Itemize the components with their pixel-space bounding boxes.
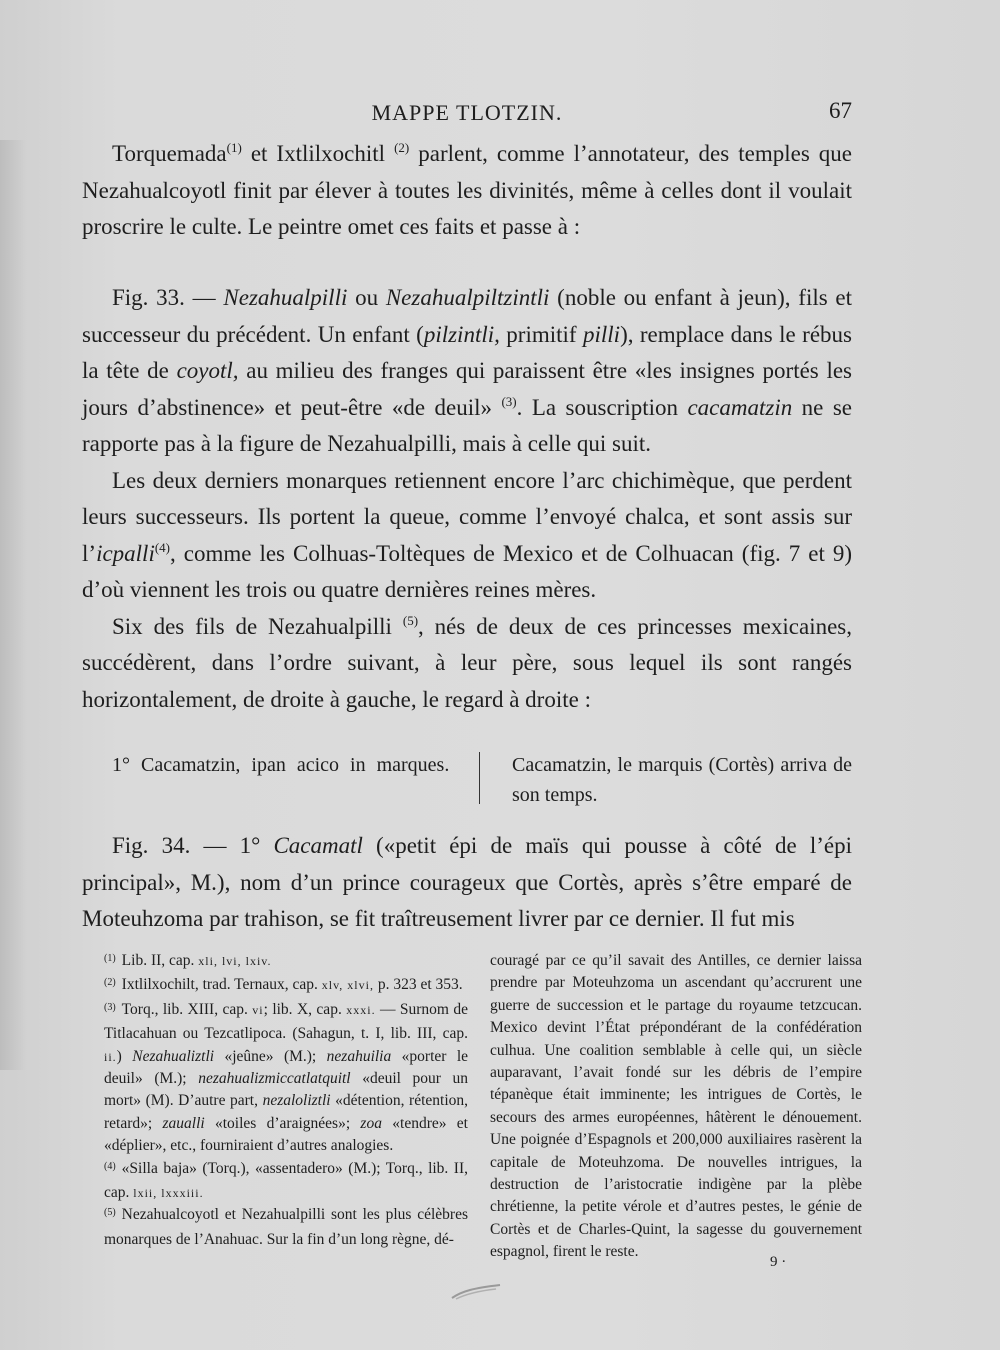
footnote-mark: (3): [104, 1001, 116, 1013]
small-caps-run: xlv, xlvi,: [321, 978, 374, 993]
small-caps-run: xli, lvi, lxiv.: [198, 954, 272, 968]
text-run: «deuil pour un mort» (M). D’autre part,: [104, 1070, 469, 1110]
italic-term: nezahualizmiccatlatquitl: [198, 1070, 351, 1088]
footnote-mark: (2): [104, 977, 116, 989]
text-run: ou: [347, 285, 386, 310]
text-run: parlent, comme l’annotateur, des temples que Nezahualcoyotl finit par élever à toutes les divinités, même à celles dont il voulait proscrire le culte. Le peintre omet ces faits et passe à :: [82, 141, 853, 239]
italic-term: Nezahualiztli: [132, 1047, 215, 1065]
text-run: au milieu des franges qui paraissent être «les insignes portés les jours d’abstinence» et peut-être «de deuil»: [82, 358, 853, 420]
footnote-1: [88, 950, 468, 974]
footnote-5-continued: couragé par ce qu’il savait des Antilles, ce dernier laissa prendre par Moteuhzoma un ascendant qu’accrurent une guerre de succession et le partage du royaume tetzcucan. Mexico devint l’État prépondérant de la confédération culhua. Une coalition semblable à celle qui, un siècle auparavant, l’avait fondé sur les débris de l’empire tépanèque était imminente; les intrigues de Cortès, le secours des armes européennes, hâtèrent le dénouement. Une poignée d’Espagnols et 200,000 auxiliaires rasèrent la capitale de Moteuhzoma. De nouvelles intrigues, la destruction de l’aristocratie indigène par la plèbe chrétienne, la petite vérole et d’autres pestes, le génie de Cortès et de Charles-Quint, la sagesse du gouvernement espagnol, firent le reste.: [490, 952, 862, 1261]
footnote-3: [88, 999, 468, 1158]
text-run: ; lib. X, cap.: [263, 1000, 347, 1018]
paragraph-torquemada: [82, 136, 852, 246]
text-run: Lib. II, cap.: [121, 952, 199, 969]
text-run: «Silla baja» (Torq.), «assentadero» (M.); Torq., lib. II, cap.: [104, 1159, 468, 1202]
italic-term: Nezahualpilli: [223, 285, 348, 310]
text-run: , comme les Colhuas-Toltèques de Mexico et de Colhuacan (fig. 7 et 9) d’où viennent les trois ou quatre dernières reines mères.: [82, 540, 852, 602]
paragraph-fig33: [82, 280, 852, 463]
body-section-1: [82, 136, 852, 246]
paragraph-monarques: [82, 463, 852, 609]
text-run: Six des fils de Nezahualpilli: [112, 613, 403, 639]
page-header: [82, 96, 852, 128]
paragraph-fig34: [82, 828, 852, 938]
text-run: ne se rapporte pas à la figure de Nezahualpilli, mais à celle qui suit.: [82, 394, 852, 456]
italic-term: pilzintli,: [423, 321, 500, 347]
running-title: MAPPE TLOTZIN.: [371, 100, 563, 125]
footnote-2: [88, 974, 468, 998]
footnote-mark: (1): [104, 953, 116, 964]
glyph-translation-block: [82, 750, 852, 810]
body-section-3: [82, 828, 852, 938]
text-run: «toiles d’araignées»;: [204, 1114, 361, 1132]
small-caps-run: vi: [252, 1002, 264, 1017]
footnote-ref: (2): [394, 140, 410, 155]
text-run: — Surnom de Titlacahuan ou Tezcatlipoca. (Sahagun, t. I, lib. III, cap.: [104, 1000, 469, 1043]
text-run: ): [116, 1047, 133, 1065]
small-caps-run: xxxi.: [346, 1002, 376, 1017]
footnote-ref: (4): [154, 539, 171, 555]
text-run: primitif: [499, 321, 583, 347]
ink-smudge-icon: [450, 1283, 502, 1301]
text-run: Ixtlilxochilt, trad. Ternaux, cap.: [121, 976, 322, 994]
text-run: Fig. 34. — 1°: [112, 833, 274, 858]
body-section-2: [82, 280, 852, 718]
footnote-mark: (4): [104, 1160, 116, 1172]
text-run: «détention, rétention, retard»;: [104, 1092, 468, 1132]
small-caps-run: ii.: [104, 1049, 117, 1064]
text-run: «jeûne» (M.);: [214, 1047, 327, 1065]
italic-term: cacamatzin: [687, 394, 793, 420]
french-translation: Cacamatzin, le marquis (Cortès) arriva de son temps.: [512, 754, 852, 806]
text-run: et Ixtlilxochitl: [241, 141, 395, 166]
text-run: «porter le deuil» (M.);: [104, 1047, 469, 1088]
text-run: . La souscription: [516, 394, 688, 420]
text-run: , nés de deux de ces princesses mexicaines, succédèrent, dans l’ordre suivant, à leur père, sous lequel ils sont rangés horizontalement, de droite à gauche, le regard à droite :: [82, 613, 852, 712]
footnote-mark: (5): [104, 1207, 116, 1219]
paragraph-six-fils: [82, 609, 852, 719]
text-run: Les deux derniers monarques retiennent encore l’arc chichimèque, que perdent leurs successeurs. Ils portent la queue, comme l’envoyé chalca, et sont assis sur l’: [82, 467, 852, 566]
italic-term: Cacamatl: [273, 833, 363, 858]
column-divider: [479, 752, 480, 804]
text-run: p. 323 et 353.: [373, 976, 463, 994]
text-run: Torquemada: [112, 141, 227, 166]
text-run: (noble ou enfant à jeun), fils et successeur du précédent. Un enfant (: [82, 285, 853, 347]
footnote-ref: (5): [402, 612, 419, 628]
italic-term: icpalli: [96, 540, 155, 566]
footnotes-right-column: [490, 950, 862, 1264]
nahuatl-caption: 1° Cacamatzin, ipan acico in marques.: [112, 754, 450, 776]
footnote-ref: (3): [501, 393, 517, 409]
footnote-5: [88, 1204, 468, 1251]
footnote-4: [88, 1158, 468, 1205]
italic-term: pilli: [583, 321, 621, 347]
footnote-ref: (1): [226, 140, 242, 155]
text-run: Nezahualcoyotl et Nezahualpilli sont les plus célèbres monarques de l’Anahuac. Sur la fin d’un long règne, dé-: [104, 1206, 468, 1248]
text-run: Torq., lib. XIII, cap.: [121, 1000, 253, 1018]
footnotes-left-column: [88, 950, 468, 1251]
bleed-through-shadow: [0, 140, 26, 1070]
italic-term: zaualli: [162, 1114, 205, 1132]
text-run: Fig. 33. —: [112, 285, 224, 310]
italic-term: nezahuilia: [326, 1047, 392, 1065]
signature-mark: 9 ·: [770, 1254, 787, 1270]
italic-term: nezaloliztli: [262, 1092, 331, 1110]
italic-term: zoa: [360, 1114, 382, 1132]
page-number: 67: [829, 98, 852, 123]
small-caps-run: lxii, lxxxiii.: [133, 1186, 204, 1201]
text-run: «tendre» et «déplier», etc., fourniraient d’autres analogies.: [104, 1114, 468, 1155]
text-run: («petit épi de maïs qui pousse à côté de l’épi principal», M.), nom d’un prince courageux que Cortès, après s’être emparé de Moteuhzoma par trahison, se fit traîtreusement livrer par ce dernier. Il fut mis: [82, 833, 852, 931]
text-run: ), remplace dans le rébus la tête de: [82, 321, 853, 383]
italic-term: coyotl,: [176, 358, 239, 383]
italic-term: Nezahualpiltzintli: [385, 285, 550, 310]
